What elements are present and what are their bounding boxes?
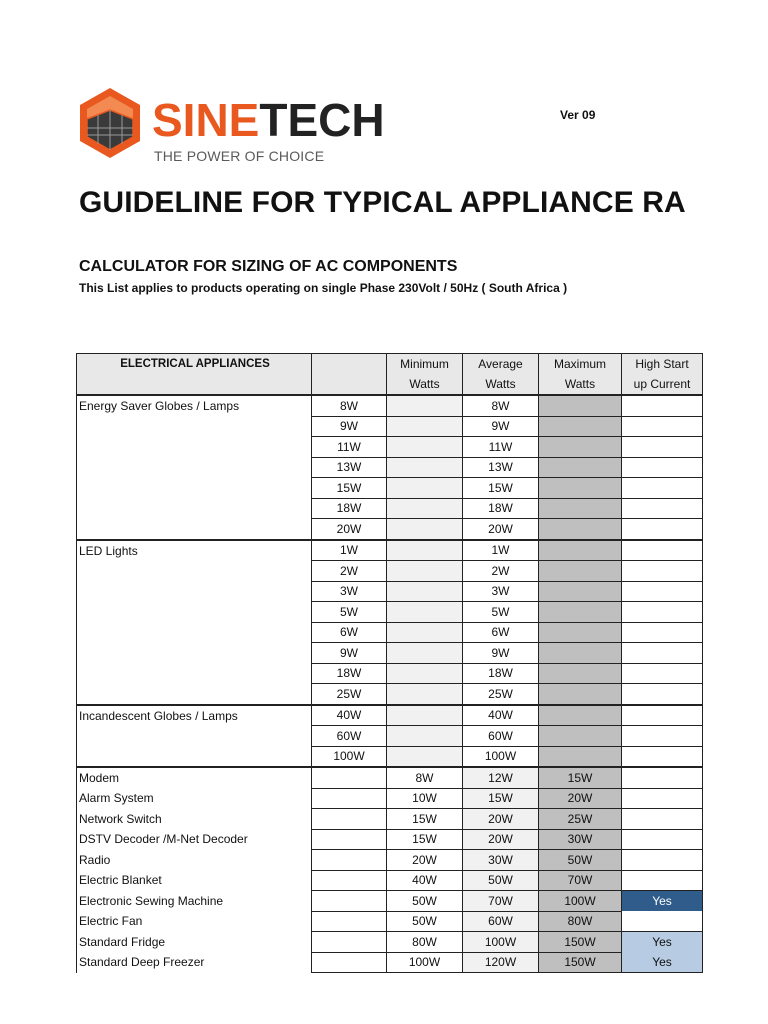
brand-name [152,84,385,156]
high-start-current [622,870,703,891]
max-watts [539,705,622,726]
rating-size [312,870,387,891]
min-watts [387,726,463,747]
high-start-current [622,478,703,499]
max-watts: 150W [539,952,622,973]
rating-size [312,767,387,788]
max-watts [539,540,622,561]
min-watts: 50W [387,891,463,912]
table-row [77,519,703,540]
header-high-line2: up Current [622,374,703,395]
high-start-current: Yes [622,891,703,912]
table-row [77,622,703,643]
min-watts [387,457,463,478]
table-row [77,788,703,809]
max-watts [539,519,622,540]
table-row [77,478,703,499]
header-min-line1: Minimum [387,354,463,375]
header-avg-line1: Average [463,354,539,375]
appliance-name [77,416,312,437]
avg-watts: 20W [463,829,539,850]
max-watts [539,581,622,602]
header-min-line2: Watts [387,374,463,395]
avg-watts: 120W [463,952,539,973]
appliance-name [77,498,312,519]
rating-size: 9W [312,416,387,437]
max-watts: 25W [539,809,622,830]
table-row [77,498,703,519]
appliance-name [77,684,312,705]
rating-size: 18W [312,663,387,684]
avg-watts: 6W [463,622,539,643]
appliance-name [77,581,312,602]
high-start-current [622,643,703,664]
table-row [77,643,703,664]
avg-watts: 25W [463,684,539,705]
avg-watts: 60W [463,726,539,747]
sinetech-logo [76,84,476,170]
avg-watts: 60W [463,911,539,932]
high-start-current [622,746,703,767]
min-watts [387,498,463,519]
rating-size: 3W [312,581,387,602]
min-watts: 15W [387,809,463,830]
appliance-name: LED Lights [77,540,312,561]
brand-name-sine: SINE [152,94,260,146]
appliance-name [77,726,312,747]
appliance-name: Radio [77,850,312,871]
max-watts [539,684,622,705]
rating-size [312,809,387,830]
min-watts: 40W [387,870,463,891]
applicability-note: This List applies to products operating on single Phase 230Volt / 50Hz ( South Africa ) [79,281,568,295]
header-size [312,354,387,396]
appliance-name [77,457,312,478]
max-watts [539,416,622,437]
max-watts [539,663,622,684]
max-watts [539,498,622,519]
high-start-current [622,561,703,582]
table-row [77,684,703,705]
min-watts: 15W [387,829,463,850]
min-watts [387,478,463,499]
page-title: GUIDELINE FOR TYPICAL APPLIANCE RA [79,186,686,219]
rating-size: 8W [312,395,387,416]
avg-watts: 2W [463,561,539,582]
avg-watts: 9W [463,643,539,664]
avg-watts: 13W [463,457,539,478]
min-watts [387,395,463,416]
max-watts [539,437,622,458]
rating-size [312,891,387,912]
rating-size: 5W [312,602,387,623]
rating-size [312,911,387,932]
avg-watts: 9W [463,416,539,437]
min-watts [387,622,463,643]
header-max-line2: Watts [539,374,622,395]
min-watts: 10W [387,788,463,809]
appliance-name [77,643,312,664]
rating-size [312,952,387,973]
table-row [77,705,703,726]
max-watts [539,478,622,499]
avg-watts: 30W [463,850,539,871]
max-watts: 15W [539,767,622,788]
avg-watts: 100W [463,932,539,953]
table-row [77,911,703,932]
appliance-name: Alarm System [77,788,312,809]
appliance-name [77,561,312,582]
high-start-current [622,684,703,705]
high-start-current [622,767,703,788]
table-row [77,395,703,416]
table-row [77,809,703,830]
version-label: Ver 09 [560,108,596,122]
max-watts: 80W [539,911,622,932]
table-header-row-1 [77,354,703,375]
rating-size: 100W [312,746,387,767]
high-start-current: Yes [622,932,703,953]
brand-name-tech: TECH [259,94,385,146]
avg-watts: 8W [463,395,539,416]
max-watts [539,602,622,623]
high-start-current [622,788,703,809]
min-watts [387,643,463,664]
rating-size [312,850,387,871]
high-start-current [622,663,703,684]
appliance-name: Incandescent Globes / Lamps [77,705,312,726]
rating-size: 40W [312,705,387,726]
high-start-current [622,498,703,519]
appliance-name: Standard Deep Freezer [77,952,312,973]
table-row [77,437,703,458]
appliance-name [77,602,312,623]
avg-watts: 1W [463,540,539,561]
table-row [77,746,703,767]
high-start-current [622,911,703,932]
header-max-line1: Maximum [539,354,622,375]
rating-size: 60W [312,726,387,747]
appliance-name: DSTV Decoder /M-Net Decoder [77,829,312,850]
high-start-current [622,850,703,871]
rating-size [312,829,387,850]
table-row [77,416,703,437]
header-avg-line2: Watts [463,374,539,395]
rating-size: 25W [312,684,387,705]
avg-watts: 11W [463,437,539,458]
table-row [77,581,703,602]
max-watts: 30W [539,829,622,850]
avg-watts: 20W [463,809,539,830]
avg-watts: 5W [463,602,539,623]
min-watts [387,416,463,437]
rating-size: 20W [312,519,387,540]
avg-watts: 100W [463,746,539,767]
rating-size: 2W [312,561,387,582]
table-row [77,932,703,953]
high-start-current [622,395,703,416]
table-row [77,952,703,973]
appliance-name [77,663,312,684]
appliance-name: Network Switch [77,809,312,830]
min-watts [387,684,463,705]
high-start-current [622,726,703,747]
header-appliances: ELECTRICAL APPLIANCES [77,354,312,396]
solar-hexagon-icon [76,86,144,166]
rating-size: 1W [312,540,387,561]
high-start-current [622,437,703,458]
table-row [77,829,703,850]
max-watts: 70W [539,870,622,891]
min-watts [387,581,463,602]
appliance-name: Electric Fan [77,911,312,932]
max-watts [539,746,622,767]
avg-watts: 3W [463,581,539,602]
min-watts [387,437,463,458]
appliance-name [77,622,312,643]
appliance-name [77,437,312,458]
high-start-current: Yes [622,952,703,973]
header-high-line1: High Start [622,354,703,375]
min-watts: 80W [387,932,463,953]
rating-size: 18W [312,498,387,519]
table-row [77,663,703,684]
avg-watts: 40W [463,705,539,726]
min-watts [387,746,463,767]
high-start-current [622,457,703,478]
appliance-ratings-table [76,353,703,973]
max-watts: 100W [539,891,622,912]
rating-size: 13W [312,457,387,478]
table-row [77,602,703,623]
min-watts [387,602,463,623]
max-watts [539,561,622,582]
min-watts: 50W [387,911,463,932]
appliance-name: Electronic Sewing Machine [77,891,312,912]
avg-watts: 50W [463,870,539,891]
table-row [77,870,703,891]
max-watts: 50W [539,850,622,871]
min-watts: 20W [387,850,463,871]
avg-watts: 70W [463,891,539,912]
avg-watts: 12W [463,767,539,788]
rating-size [312,788,387,809]
table-row [77,891,703,912]
table-row [77,767,703,788]
table-row [77,561,703,582]
max-watts: 150W [539,932,622,953]
high-start-current [622,540,703,561]
avg-watts: 15W [463,788,539,809]
avg-watts: 18W [463,498,539,519]
table-row [77,726,703,747]
max-watts [539,726,622,747]
avg-watts: 18W [463,663,539,684]
appliance-name [77,746,312,767]
avg-watts: 20W [463,519,539,540]
table-row [77,850,703,871]
rating-size: 9W [312,643,387,664]
max-watts [539,643,622,664]
appliance-name [77,519,312,540]
high-start-current [622,416,703,437]
min-watts [387,540,463,561]
page-subtitle: CALCULATOR FOR SIZING OF AC COMPONENTS [79,258,458,275]
max-watts [539,457,622,478]
brand-tagline: THE POWER OF CHOICE [154,148,325,164]
appliance-name [77,478,312,499]
high-start-current [622,829,703,850]
rating-size: 15W [312,478,387,499]
high-start-current [622,705,703,726]
rating-size: 11W [312,437,387,458]
appliance-name: Standard Fridge [77,932,312,953]
min-watts: 8W [387,767,463,788]
min-watts [387,663,463,684]
high-start-current [622,519,703,540]
min-watts [387,561,463,582]
table-row [77,457,703,478]
table-row [77,540,703,561]
high-start-current [622,602,703,623]
high-start-current [622,581,703,602]
appliance-name: Electric Blanket [77,870,312,891]
min-watts [387,705,463,726]
high-start-current [622,809,703,830]
appliance-name: Energy Saver Globes / Lamps [77,395,312,416]
appliance-name: Modem [77,767,312,788]
max-watts [539,395,622,416]
max-watts: 20W [539,788,622,809]
avg-watts: 15W [463,478,539,499]
min-watts: 100W [387,952,463,973]
max-watts [539,622,622,643]
rating-size [312,932,387,953]
min-watts [387,519,463,540]
high-start-current [622,622,703,643]
rating-size: 6W [312,622,387,643]
